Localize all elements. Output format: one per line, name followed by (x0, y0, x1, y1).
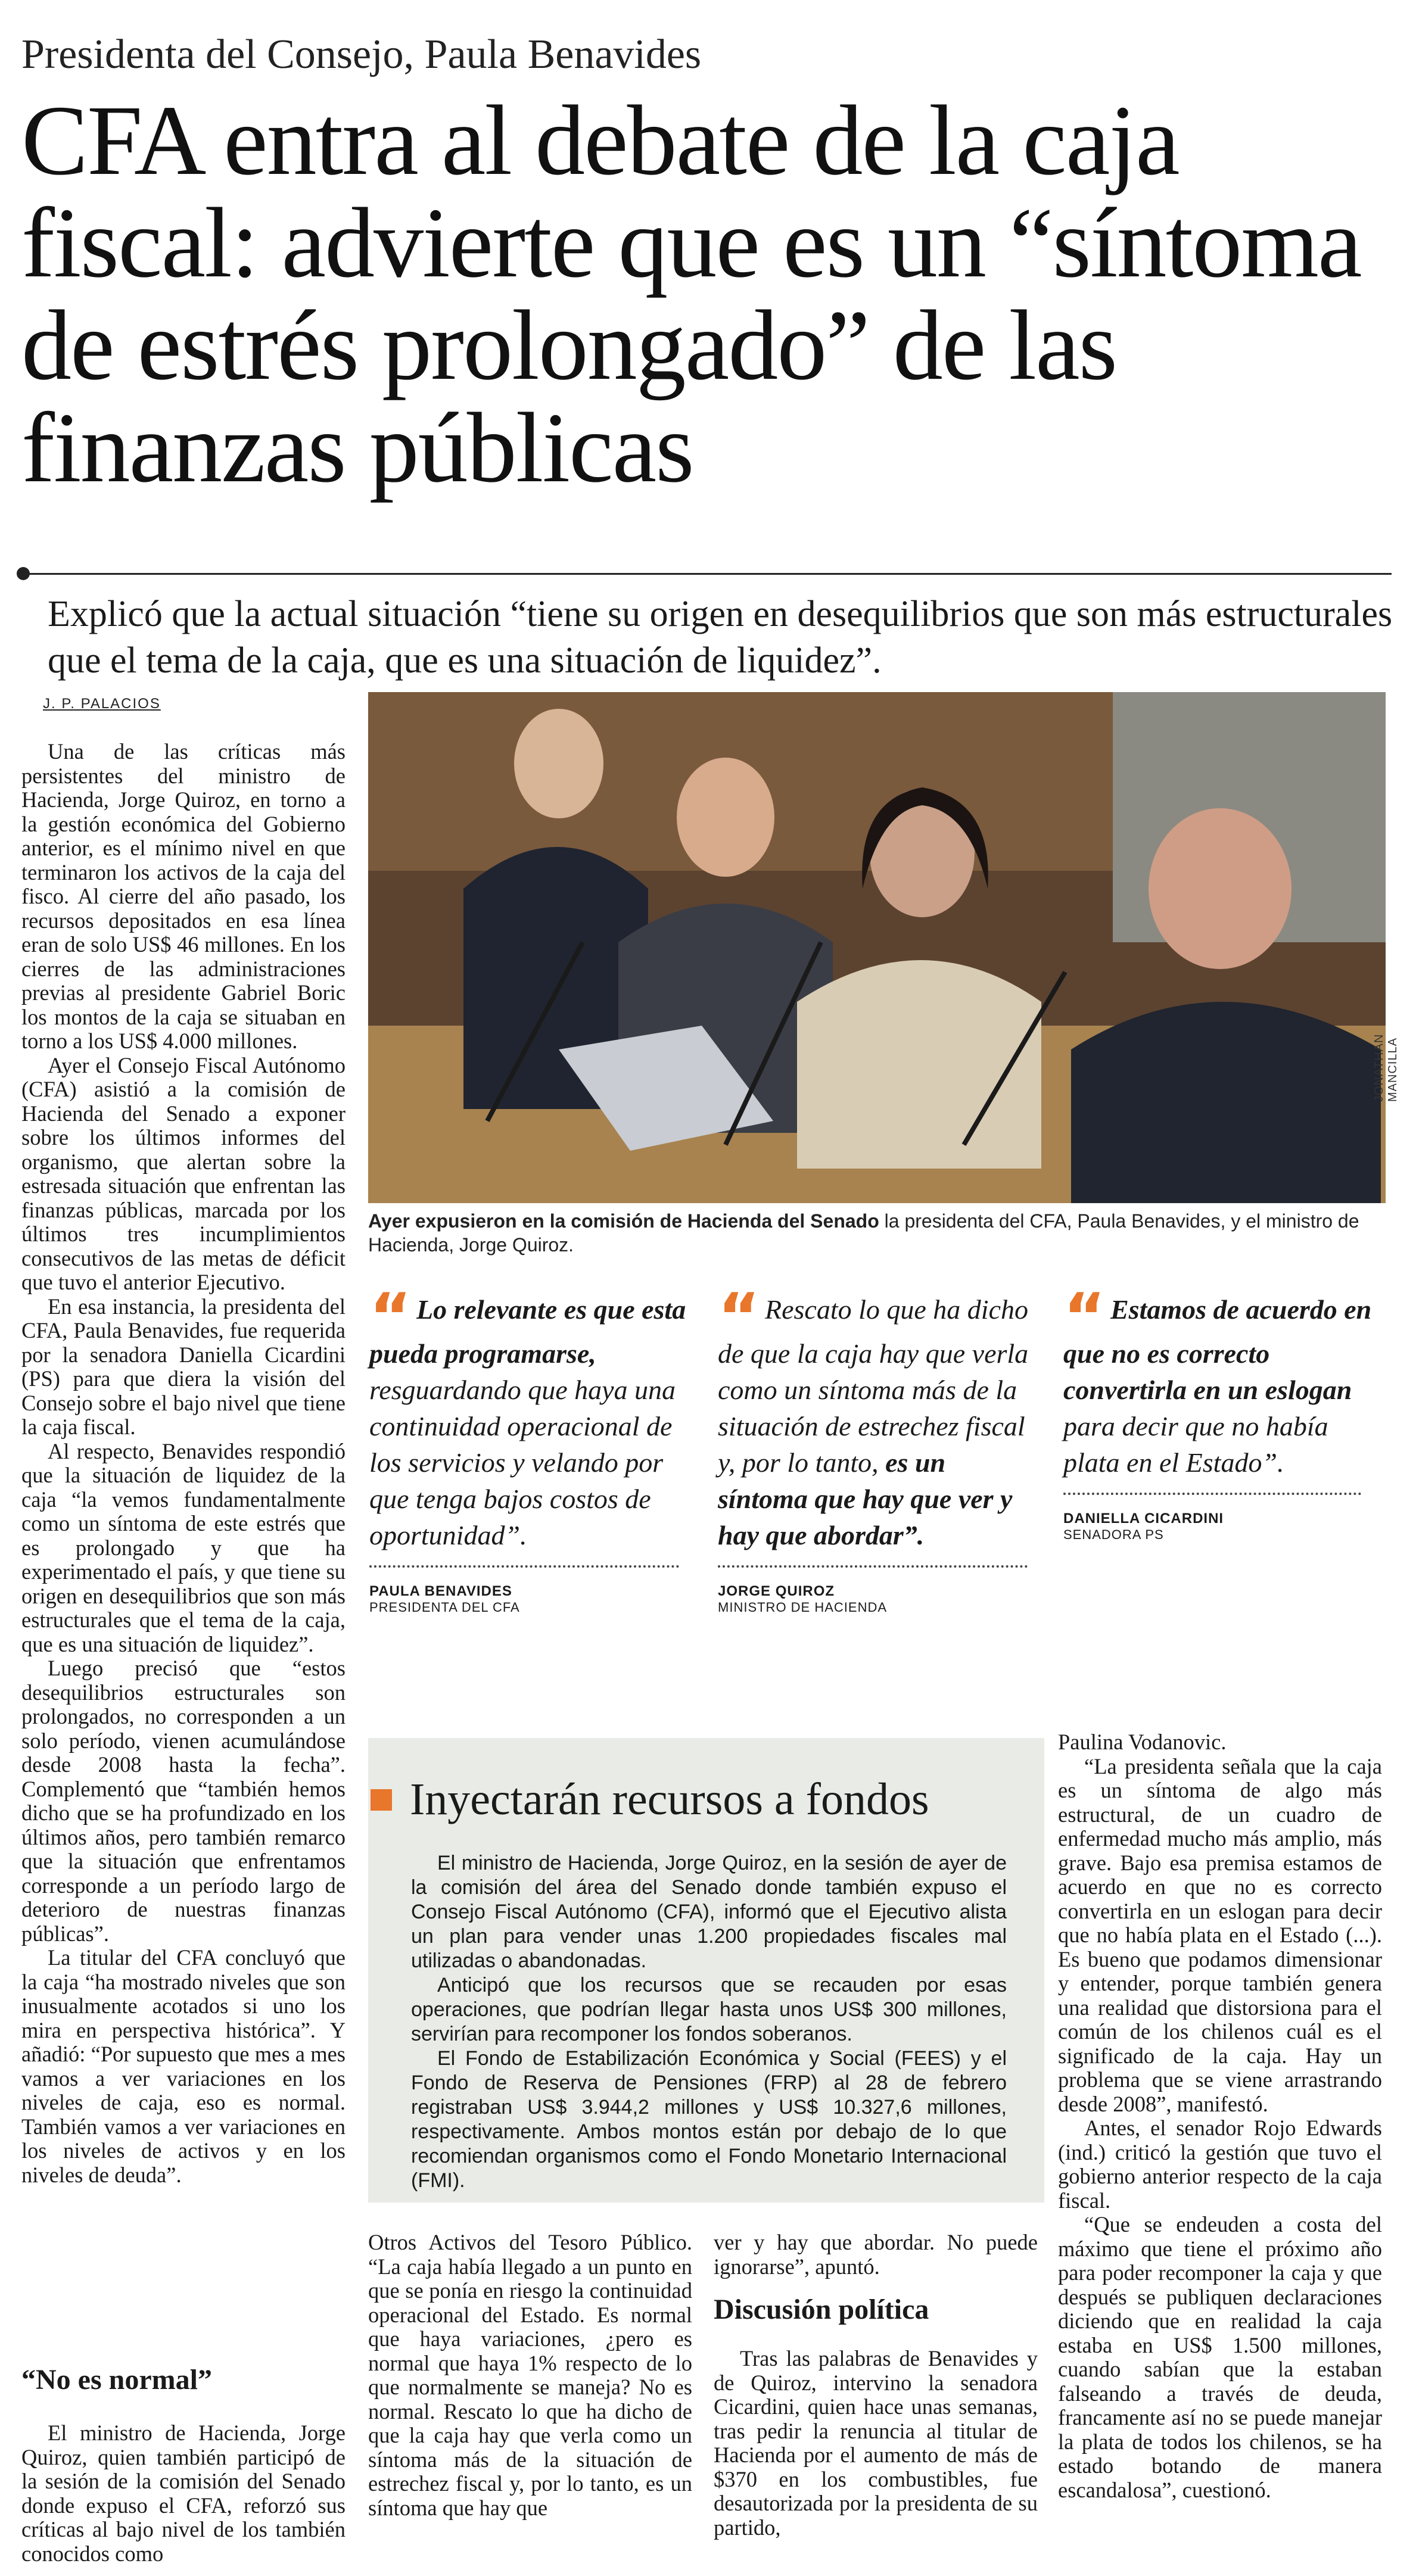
quote-mark-icon: “ (1063, 1280, 1106, 1354)
quote-mark-icon: “ (369, 1280, 412, 1354)
caption-text: la presidenta del CFA, Paula Benavides, y el ministro de Hacienda, Jorge Quiroz. (368, 1210, 1359, 1256)
paragraph: Luego precisó que “estos desequilibrios estructurales son prolongados, no corresponden a un solo período, vienen acumulándose desde 2008 hasta la fecha”. Complementó que “también hemos dicho que se ha profundizado en los últimos años, pero también remarco que la situación que enfrentamos corresponde a un período largo de deterioro de nuestras finanzas públicas”. (21, 1656, 346, 1946)
paragraph: Antes, el senador Rojo Edwards (ind.) criticó la gestión que tuvo el gobierno anterior respecto de la caja fiscal. (1058, 2116, 1382, 2213)
quote-mark-icon: “ (718, 1280, 760, 1354)
box-body (411, 1851, 1007, 2193)
subheading-no-es-normal: “No es normal” (21, 2364, 212, 2396)
byline: J. P. PALACIOS (43, 696, 161, 712)
quote-author: PAULA BENAVIDES (369, 1583, 512, 1599)
paragraph: Otros Activos del Tesoro Público. “La caja había llegado a un punto en que se ponía en riesgo la continuidad operacional del Estado. Es normal que haya variaciones, ¿pero es normal que haya 1% respecto de lo que normalmente se maneja? No es normal. Rescato lo que ha dicho de que la caja hay que verla como un síntoma más de la situación de estrechez fiscal y, por lo tanto, es un síntoma que hay que (368, 2231, 692, 2520)
lead-rule (21, 573, 1392, 575)
paragraph: La titular del CFA concluyó que la caja “ha mostrado niveles que son inusualmente acotados si uno los mira en perspectiva histórica”. Y añadió: “Por supuesto que mes a mes vamos a ver variaciones en los niveles de caja, eso es normal. También vamos a ver variaciones en los niveles de activos y en los niveles de deuda”. (21, 1945, 346, 2187)
article-column-1 (21, 740, 346, 2396)
pull-quote-benavides: “ Lo relevante es que esta pueda programarse, resguardando que haya una continuidad operacional de los servicios y velando por que tenga bajos costos de oportunidad”. PAULA BENAVIDES PRESIDENTA DEL CFA (369, 1291, 691, 1615)
quote-author-role: MINISTRO DE HACIENDA (718, 1600, 888, 1615)
paragraph: En esa instancia, la presidenta del CFA, Paula Benavides, fue requerida por la senadora Daniella Cicardini (PS) para que diera la visión del Consejo sobre el bajo nivel que tiene la caja fiscal. (21, 1294, 346, 1439)
quote-author: JORGE QUIROZ (718, 1583, 835, 1599)
paragraph: El ministro de Hacienda, Jorge Quiroz, quien también participó de la sesión de la comisión del Senado donde expuso el CFA, reforzó sus críticas al bajo nivel de los también conocidos como (21, 2421, 346, 2566)
quote-author-role: PRESIDENTA DEL CFA (369, 1600, 520, 1615)
paragraph: “La presidenta señala que la caja es un síntoma de algo más estructural, de un cuadro de enfermedad mucho más amplio, más grave. Bajo esa premisa estamos de acuerdo en que no es correcto convertirla en un eslogan para decir que no había plata en el Estado (...). Es bueno que podamos dimensionar y entender, porque también genera una realidad que distorsiona para el común de los chilenos cuál es el significado de la caja. Hay un problema que se viene arrastrando desde 2008”, manifestó. (1058, 1753, 1382, 2116)
article-column-1-continued (21, 2421, 346, 2576)
paragraph: Al respecto, Benavides respondió que la situación de liquidez de la caja “la vemos fundamentalmente como un síntoma de este estrés que es prolongado y que ha experimentado el país, y que tiene su origen en desequilibrios que son más estructurales que el tema de la caja, que es una situación de liquidez”. (21, 1438, 346, 1656)
caption-bold: Ayer expusieron en la comisión de Hacienda del Senado (368, 1210, 879, 1232)
quote-divider (1063, 1493, 1361, 1495)
box-title: Inyectarán recursos a fondos (410, 1774, 929, 1824)
box-square-icon (371, 1789, 392, 1811)
pull-quote-quiroz: “ Rescato lo que ha dicho de que la caja hay que verla como un síntoma más de la situación de estrechez fiscal y, por lo tanto, es un síntoma que hay que ver y hay que abordar”. JORGE QUIROZ MINISTRO DE HACIENDA (718, 1291, 1031, 1615)
photo-credit: JONATHAN MANCILLA (1373, 1033, 1399, 1102)
article-column-3 (714, 2347, 1038, 2576)
paragraph: Una de las críticas más persistentes del ministro de Hacienda, Jorge Quiroz, en torno a la gestión económica del Gobierno anterior, es el mínimo nivel en que terminaron los activos de la caja del fisco. Al cierre del año pasado, los recursos depositados en esa línea eran de solo US$ 46 millones. En los cierres de las administraciones previas al presidente Gabriel Boric los montos de la caja se situaban en torno a los US$ 4.000 millones. (21, 740, 346, 1053)
lead-bullet (17, 567, 30, 580)
headline: CFA entra al debate de la caja fiscal: advierte que es un “síntoma de estrés prolongado” de las finanzas públicas (21, 85, 1361, 503)
quote-divider (369, 1565, 679, 1568)
article-column-4 (1058, 1730, 1382, 2576)
paragraph: Ayer el Consejo Fiscal Autónomo (CFA) asistió a la comisión de Hacienda del Senado a exponer sobre los últimos informes del organismo, que alertan sobre la estresada situación que enfrentan las finanzas públicas, marcada por los últimos tres incumplimientos consecutivos de las metas de déficit que tuvo el anterior Ejecutivo. (21, 1052, 346, 1294)
paragraph: Paulina Vodanovic. (1058, 1730, 1227, 1754)
subheading-discusion-politica: Discusión política (714, 2294, 929, 2325)
paragraph: Anticipó que los recursos que se recauden por esas operaciones, que podrían llegar hasta unos US$ 300 millones, servirían para recomponer los fondos soberanos. (411, 1974, 1007, 2045)
pull-quote-cicardini: “ Estamos de acuerdo en que no es correcto convertirla en un eslogan para decir que no había plata en el Estado”. DANIELLA CICARDINI SENADORA PS (1063, 1291, 1373, 1543)
paragraph: Tras las palabras de Benavides y de Quiroz, intervino la senadora Cicardini, quien hace unas semanas, tras pedir la renuncia al titular de Hacienda por el aumento de más de $370 en los combustibles, fue desautorizada por la presidenta de su partido, (714, 2347, 1038, 2540)
photo-illustration (368, 692, 1386, 1203)
paragraph: El ministro de Hacienda, Jorge Quiroz, en la sesión de ayer de la comisión del área del Senado donde también expuso el Consejo Fiscal Autónomo (CFA), informó que el Ejecutivo alista un plan para vender unas 1.200 propiedades fiscales mal utilizadas o abandonadas. (411, 1852, 1007, 1972)
lead-paragraph: Explicó que la actual situación “tiene su origen en desequilibrios que son más estructurales que el tema de la caja, que es una situación de liquidez”. (48, 594, 1393, 681)
photo-caption (368, 1209, 1386, 1257)
paragraph: “Que se endeuden a costa del máximo que tiene el próximo año para poder recomponer la caja y que después se publiquen declaraciones diciendo que en realidad la caja estaba en US$ 1.500 millones, cuando sabían que la estaban falseando a través de deuda, francamente así no se puede manejar la plata de todos los chilenos, se ha estado botando de manera escandalosa”, cuestionó. (1058, 2212, 1382, 2502)
news-photo (368, 692, 1386, 1203)
quote-author-role: SENADORA PS (1063, 1527, 1164, 1542)
kicker: Presidenta del Consejo, Paula Benavides (21, 32, 702, 77)
quote-author: DANIELLA CICARDINI (1063, 1510, 1224, 1527)
paragraph: ver y hay que abordar. No puede ignorarse”, apuntó. (714, 2230, 1038, 2279)
paragraph: El Fondo de Estabilización Económica y Social (FEES) y el Fondo de Reserva de Pensiones (FRP) al 28 de febrero registraban US$ 3.944,2 millones y US$ 10.327,6 millones, respectivamente. Ambos montos están por debajo de lo que recomiendan organismos como el Fondo Monetario Internacional (FMI). (411, 2047, 1007, 2192)
article-column-2 (368, 2231, 692, 2576)
quote-divider (718, 1565, 1028, 1568)
article-column-3-top (714, 2231, 1038, 2279)
